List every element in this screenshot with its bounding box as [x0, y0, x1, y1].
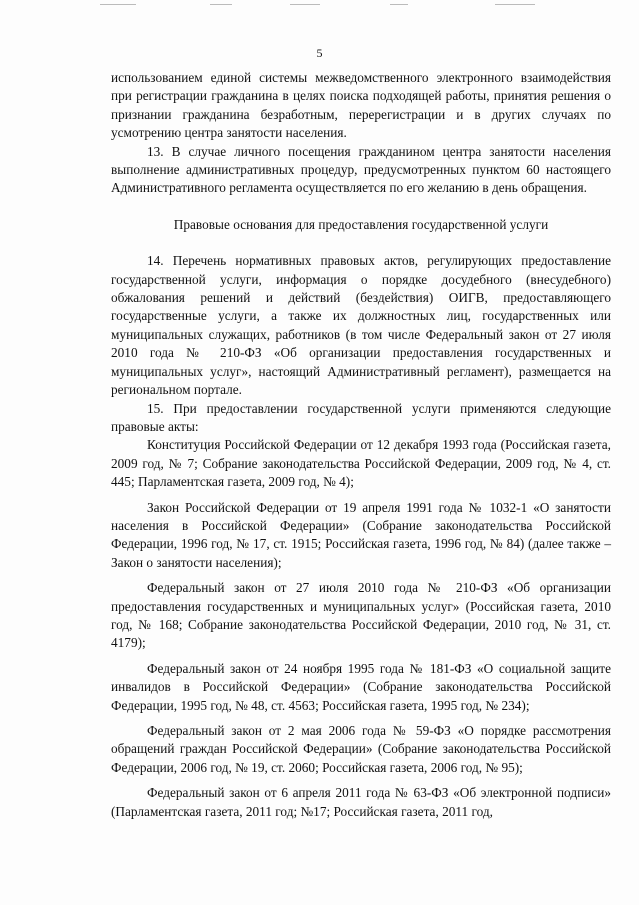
paragraph: Закон Российской Федерации от 19 апреля 1991 года № 1032-1 «О занятости населения в Российской Федерации» (Собрание законодательства Российской Федерации, 1996 год, № 17, ст. 1915; Российская газета, 1996 год, № 84) (далее также – Закон о занятости населения);	[111, 499, 611, 570]
paragraph: Федеральный закон от 27 июля 2010 года № 210-ФЗ «Об организации предоставления государственных и муниципальных услуг» (Российская газета, 2010 год, № 168; Собрание законодательства Российской Федерации, 2010 год, № 31, ст. 4179);	[111, 580, 611, 651]
paragraph: 13. В случае личного посещения гражданином центра занятости населения выполнение административных процедур, предусмотренных пунктом 60 настоящего Административного регламента осуществляется по его желанию в день обращения.	[111, 143, 611, 196]
section-heading: Правовые основания для предоставления государственной услуги	[173, 216, 549, 232]
paragraph: Конституция Российской Федерации от 12 декабря 1993 года (Российская газета, 2009 год, № 7; Собрание законодательства Российской Федерации, 2009 год, № 4, ст. 445; Парламентская газета, 2009 год, № 4);	[111, 437, 611, 490]
paragraph: 15. При предоставлении государственной услуги применяются следующие правовые акты:	[111, 400, 611, 434]
paragraph: Федеральный закон от 2 мая 2006 года № 59-ФЗ «О порядке рассмотрения обращений граждан Российской Федерации» (Собрание законодательства Российской Федерации, 2006 год, № 19, ст. 2060; Российская газета, 2006 год, № 95);	[111, 723, 611, 775]
paragraph: 14. Перечень нормативных правовых актов, регулирующих предоставление государственной услуги, информация о порядке досудебного (внесудебного) обжалования решений и действий (бездействия) ОИГВ, предоставляющего государственные услуги, а также их должностных лиц, государственных или муниципальных служащих, работников (в том числе Федеральный закон от 27 июля 2010 года № 210-ФЗ «Об организации предоставления государственных и муниципальных услуг», настоящий Административный регламент), размещается на региональном портале.	[111, 253, 611, 398]
paragraph: использованием единой системы межведомственного электронного взаимодействия при регистрации гражданина в целях поиска подходящей работы, принятия решения о признании гражданина безработным, перерегистрации и в других случаях по усмотрению центра занятости населения.	[111, 70, 611, 141]
scan-artifacts	[90, 4, 550, 7]
page-number: 5	[316, 46, 323, 60]
paragraph: Федеральный закон от 6 апреля 2011 года № 63-ФЗ «Об электронной подписи» (Парламентская газета, 2011 год; №17; Российская газета, 2011 год,	[111, 785, 611, 819]
paragraph: Федеральный закон от 24 ноября 1995 года № 181-ФЗ «О социальной защите инвалидов в Российской Федерации» (Собрание законодательства Российской Федерации, 1995 год, № 48, ст. 4563; Российская газета, 1995 год, № 234);	[111, 660, 611, 713]
document-body	[111, 69, 611, 821]
